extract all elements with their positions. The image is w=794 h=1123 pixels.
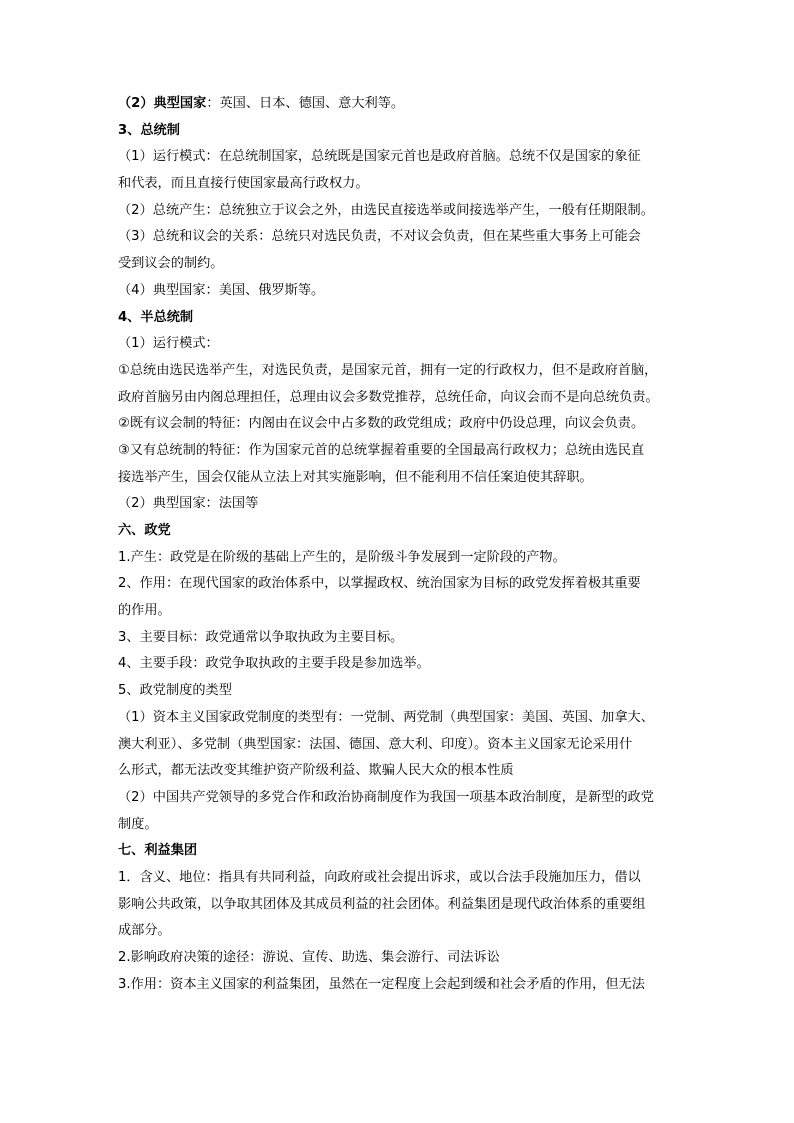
line-rest: ：英国、日本、德国、意大利等。 <box>206 96 405 111</box>
text-line: （2）中国共产党领导的多党合作和政治协商制度作为我国一项基本政治制度，是新型的政党 <box>118 789 654 805</box>
text-line <box>118 91 684 118</box>
text-line: 和代表，而且直接行使国家最高行政权力。 <box>118 176 369 192</box>
text-line: 的作用。 <box>118 603 171 619</box>
section-heading: 3、总统制 <box>118 122 180 138</box>
text-line: 5、政党制度的类型 <box>118 683 232 699</box>
line-lead: （2）典型国家 <box>118 96 207 111</box>
text-line: （1）运行模式：在总统制国家，总统既是国家元首也是政府首脑。总统不仅是国家的象征 <box>118 149 641 165</box>
text-line: 4、主要手段：政党争取执政的主要手段是参加选举。 <box>118 656 430 672</box>
text-line: 2.影响政府决策的途径：游说、宣传、助选、集会游行、司法诉讼 <box>118 950 500 965</box>
text-line: 影响公共政策，以争取其团体及其成员利益的社会团体。利益集团是现代政治体系的重要组 <box>118 896 646 912</box>
document-page <box>118 91 684 998</box>
text-line: 2、作用：在现代国家的政治体系中，以掌握政权、统治国家为目标的政党发挥着极其重要 <box>118 576 641 592</box>
text-line: （2）典型国家：法国等 <box>118 496 259 512</box>
text-line: 制度。 <box>118 816 158 832</box>
text-line: 政府首脑另由内阁总理担任，总理由议会多数党推荐，总统任命，向议会而不是向总统负责。 <box>118 389 659 405</box>
section-heading: 七、利益集团 <box>118 843 198 859</box>
text-line: 成部分。 <box>118 923 171 939</box>
text-line: 接选举产生，国会仅能从立法上对其实施影响，但不能利用不信任案迫使其辞职。 <box>118 469 593 485</box>
text-line: ①总统由选民选举产生，对选民负责，是国家元首，拥有一定的行政权力，但不是政府首脑， <box>118 362 658 378</box>
text-line: （3）总统和议会的关系：总统只对选民负责，不对议会负责，但在某些重大事务上可能会 <box>118 229 641 245</box>
text-line: 3、主要目标：政党通常以争取执政为主要目标。 <box>118 629 404 645</box>
text-line: （1）运行模式： <box>118 336 219 352</box>
text-line: 么形式，都无法改变其维护资产阶级利益、欺骗人民大众的根本性质 <box>118 763 514 779</box>
text-line: 1．含义、地位：指具有共同利益，向政府或社会提出诉求，或以合法手段施加压力，借以 <box>118 869 641 885</box>
section-heading: 六、政党 <box>118 523 171 538</box>
text-line: 受到议会的制约。 <box>118 256 224 272</box>
section-heading: 4、半总统制 <box>118 309 194 325</box>
text-line: （1）资本主义国家政党制度的类型有：一党制、两党制（典型国家：美国、英国、加拿大、 <box>118 709 654 725</box>
text-line: ③又有总统制的特征：作为国家元首的总统掌握着重要的全国最高行政权力；总统由选民直 <box>118 442 645 458</box>
text-line: （4）典型国家：美国、俄罗斯等。 <box>118 282 325 298</box>
text-line: 澳大利亚）、多党制（典型国家：法国、德国、意大利、印度）。资本主义国家无论采用什 <box>118 736 633 752</box>
text-line: 1.产生：政党是在阶级的基础上产生的，是阶级斗争发展到一定阶段的产物。 <box>118 549 566 565</box>
text-line: ②既有议会制的特征：内阁由在议会中占多数的政党组成；政府中仍设总理，向议会负责。 <box>118 416 645 432</box>
text-line: （2）总统产生：总统独立于议会之外，由选民直接选举或间接选举产生，一般有任期限制。 <box>118 202 654 218</box>
text-line: 3.作用：资本主义国家的利益集团，虽然在一定程度上会起到缓和社会矛盾的作用，但无法 <box>118 976 645 992</box>
